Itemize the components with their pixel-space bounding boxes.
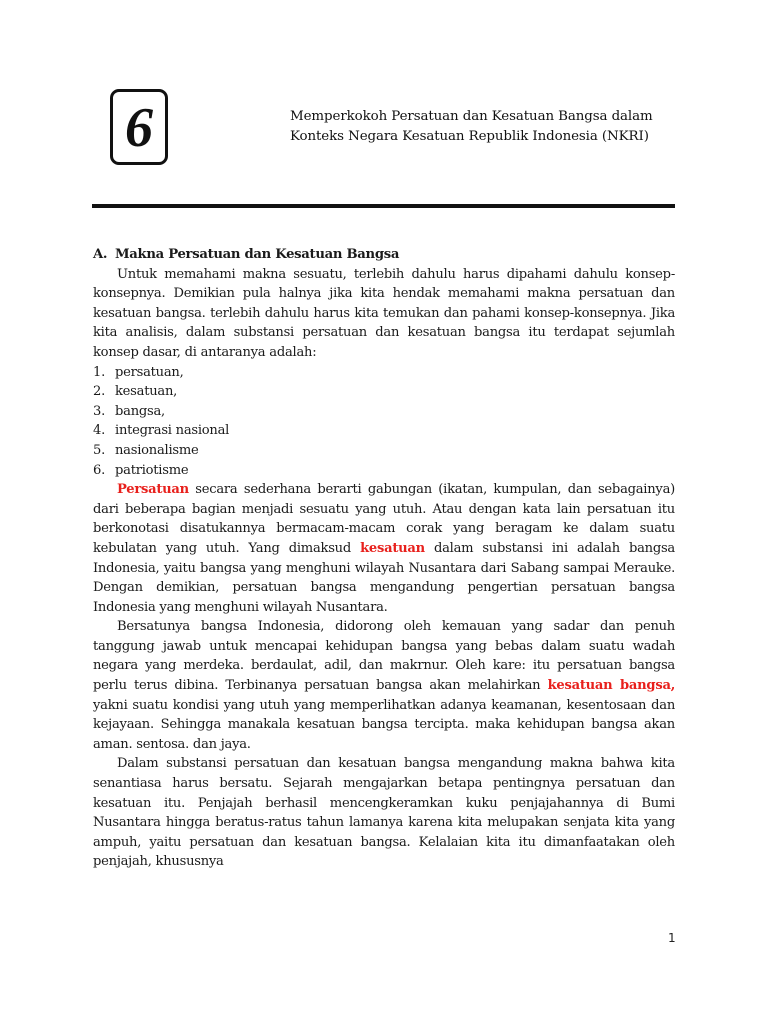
list-item-number: 1. [93, 364, 105, 380]
paragraph-persatuan [93, 480, 675, 617]
list-item-text: nasionalisme [115, 442, 199, 458]
list-item-text: integrasi nasional [115, 423, 230, 439]
paragraph-bersatunya [93, 617, 675, 754]
paragraph-text: secara sederhana berarti gabungan (ikatan, kumpulan, dan sebagainya) dari beberapa bagian menjadi sesuatu yang utuh. Atau dengan kata lain persatuan itu berkonotasi disatukannya bermacam-macam corak yang beragam ke dalam suatu kebulatan yang utuh. Yang dimaksud [93, 482, 675, 556]
highlight-term-persatuan: Persatuan [117, 482, 189, 498]
document-body [93, 245, 675, 872]
highlight-term-kesatuan: kesatuan [360, 540, 425, 556]
section-heading [93, 245, 675, 265]
list-item-text: persatuan, [115, 364, 184, 380]
section-letter: A. [93, 247, 108, 262]
page-number: 1 [668, 931, 676, 945]
list-item [93, 363, 675, 383]
list-item-number: 6. [93, 462, 105, 478]
list-item-text: bangsa, [115, 403, 165, 419]
chapter-number: 6 [125, 97, 153, 159]
chapter-title [290, 107, 710, 147]
highlight-term-kesatuan-bangsa: kesatuan bangsa, [547, 678, 675, 694]
list-item-number: 5. [93, 442, 105, 458]
paragraph-text: dalam substansi ini adalah bangsa Indonesia, yaitu bangsa yang menghuni wilayah Nusantara dari Sabang sampai Merauke. Dengan demikian, persatuan bangsa mengandung pengertian persatuan bangsa Indonesia yang menghuni wilayah Nusantara. [93, 540, 675, 615]
list-item [93, 402, 675, 422]
list-item [93, 382, 675, 402]
list-item [93, 461, 675, 481]
concept-list [93, 363, 675, 481]
list-item-number: 3. [93, 403, 105, 419]
list-item-text: patriotisme [115, 462, 189, 478]
list-item [93, 441, 675, 461]
paragraph-substansi: Dalam substansi persatuan dan kesatuan bangsa mengandung makna bahwa kita senantiasa harus bersatu. Sejarah mengajarkan betapa pentingnya persatuan dan kesatuan itu. Penjajah berhasil mencengkeramkan kuku penjajahannya di Bumi Nusantara hingga beratus-ratus tahun lamanya karena kita melupakan senjata kita yang ampuh, yaitu persatuan dan kesatuan bangsa. Kelalaian kita itu dimanfaatakan oleh penjajah, khususnya [93, 756, 675, 870]
paragraph-text: yakni suatu kondisi yang utuh yang memperlihatkan adanya keamanan, kesentosaan dan kejayaan. Sehingga manakala kesatuan bangsa tercipta. maka kehidupan bangsa akan aman. sentosa. dan jaya. [93, 697, 675, 752]
chapter-number-box [110, 89, 168, 165]
paragraph-intro: Untuk memahami makna sesuatu, terlebih dahulu harus dipahami dahulu konsep-konsepnya. Demikian pula halnya jika kita hendak memahami makna persatuan dan kesatuan bangsa. terlebih dahulu harus kita temukan dan pahami konsep-konsepnya. Jika kita analisis, dalam substansi persatuan dan kesatuan bangsa itu terdapat sejumlah konsep dasar, di antaranya adalah: [93, 266, 675, 360]
list-item-number: 4. [93, 423, 105, 439]
chapter-title-line-2: Konteks Negara Kesatuan Republik Indonesia (NKRI) [290, 129, 649, 144]
list-item-text: kesatuan, [115, 384, 178, 400]
section-heading-text: Makna Persatuan dan Kesatuan Bangsa [115, 247, 400, 262]
list-item-number: 2. [93, 384, 105, 400]
list-item [93, 421, 675, 441]
paragraph-text: Bersatunya bangsa Indonesia, didorong oleh kemauan yang sadar dan penuh tanggung jawab untuk mencapai kehidupan bangsa yang bebas dalam suatu wadah negara yang merdeka. berdaulat, adil, dan makrnur. Oleh kare: itu persatuan bangsa perlu terus dibina. Terbinanya persatuan bangsa akan melahirkan [93, 619, 675, 694]
title-divider [92, 204, 675, 208]
chapter-title-line-1: Memperkokoh Persatuan dan Kesatuan Bangsa dalam [290, 109, 653, 124]
